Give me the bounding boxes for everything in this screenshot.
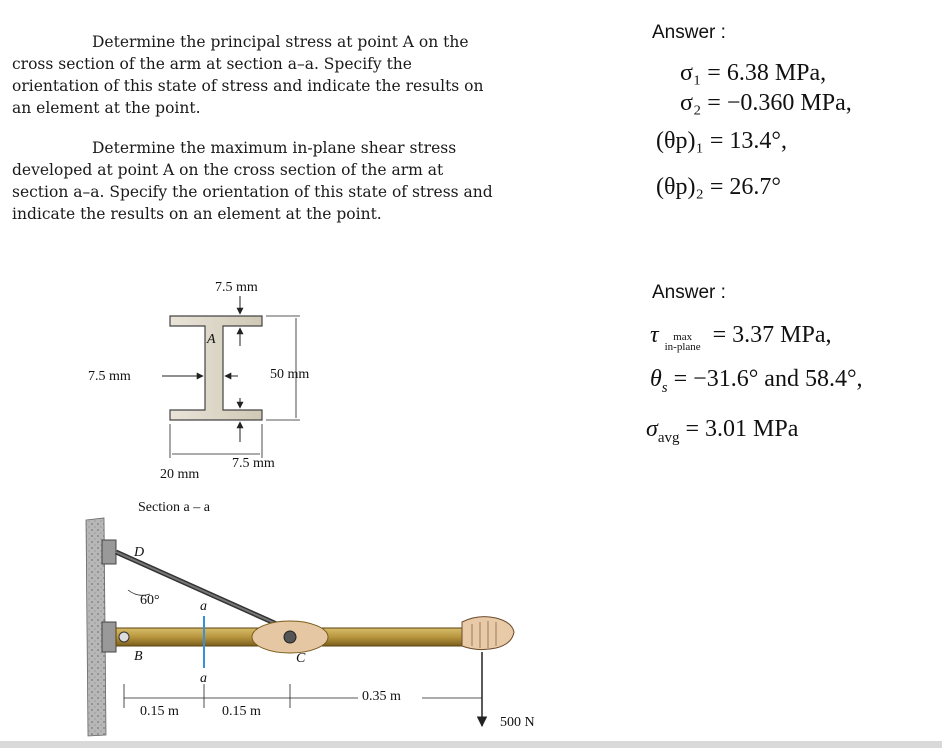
answer-sigma-1: σ₁ = 6.38 MPa,: [680, 60, 827, 86]
dim-3-label: 0.35 m: [362, 689, 401, 704]
answer-1-label: Answer :: [652, 22, 726, 43]
angle-label: 60°: [140, 593, 160, 608]
dim-2-label: 0.15 m: [222, 704, 261, 719]
problem-2-line-3: section a–a. Specify the orientation of this state of stress and: [12, 183, 493, 201]
section-a-bottom-label: a: [200, 671, 207, 686]
answer-theta-s: $\theta_s = -31.6^\circ$ and 58.4°,: [650, 366, 863, 396]
dim-web-label: 7.5 mm: [88, 369, 131, 384]
bracket-d: [102, 540, 116, 564]
pin-b: [119, 632, 129, 642]
dim-1-label: 0.15 m: [140, 704, 179, 719]
problem-1-line-4: an element at the point.: [12, 99, 201, 117]
point-a-label: A: [207, 332, 216, 347]
section-caption: Section a – a: [138, 500, 210, 515]
problem-2-line-2: developed at point A on the cross section of the arm at: [12, 161, 444, 179]
theta-s-value: = −31.6° and 58.4°,: [673, 366, 863, 392]
answer-theta-p1: (θp)₁ = 13.4°,: [656, 128, 787, 154]
problem-1-line-2: cross section of the arm at section a–a. Specify the: [12, 55, 412, 73]
problem-2-line-1: Determine the maximum in-plane shear stress: [92, 139, 457, 157]
arm-assembly: [86, 518, 535, 736]
answer-sigma-avg: $\sigma_{avg} = 3.01$ MPa: [646, 416, 799, 446]
answer-tau-max: τ max in-plane = 3.37 MPa,: [650, 322, 832, 353]
i-beam-shape: [170, 316, 262, 420]
section-a-top-label: a: [200, 599, 207, 614]
tau-sub-bottom: in-plane: [664, 341, 701, 353]
problem-1-line-3: orientation of this state of stress and indicate the results on: [12, 77, 484, 95]
problem-1-line-1: Determine the principal stress at point A on the: [92, 33, 469, 51]
point-b-label: B: [134, 649, 143, 664]
dim-height-label: 50 mm: [270, 367, 310, 382]
dim-width-label: 20 mm: [160, 467, 200, 482]
load-label: 500 N: [500, 715, 535, 730]
i-beam-section: [88, 280, 309, 515]
tau-max-value: = 3.37 MPa,: [712, 322, 832, 348]
bracket-b: [102, 622, 116, 652]
point-d-label: D: [134, 545, 145, 560]
bottom-bar: [0, 741, 942, 748]
point-c-label: C: [296, 651, 306, 666]
answer-2-label: Answer :: [652, 282, 726, 303]
answer-sigma-2: σ₂ = −0.360 MPa,: [680, 90, 852, 116]
problem-2-line-4: indicate the results on an element at the point.: [12, 205, 382, 223]
tau-sub-top: max: [673, 331, 693, 343]
dim-top-label: 7.5 mm: [215, 280, 258, 295]
dim-bflange-label: 7.5 mm: [232, 456, 275, 471]
sigma-avg-value: = 3.01 MPa: [685, 416, 799, 442]
answer-theta-p2: (θp)₂ = 26.7°: [656, 174, 781, 200]
pin-c: [284, 631, 296, 643]
